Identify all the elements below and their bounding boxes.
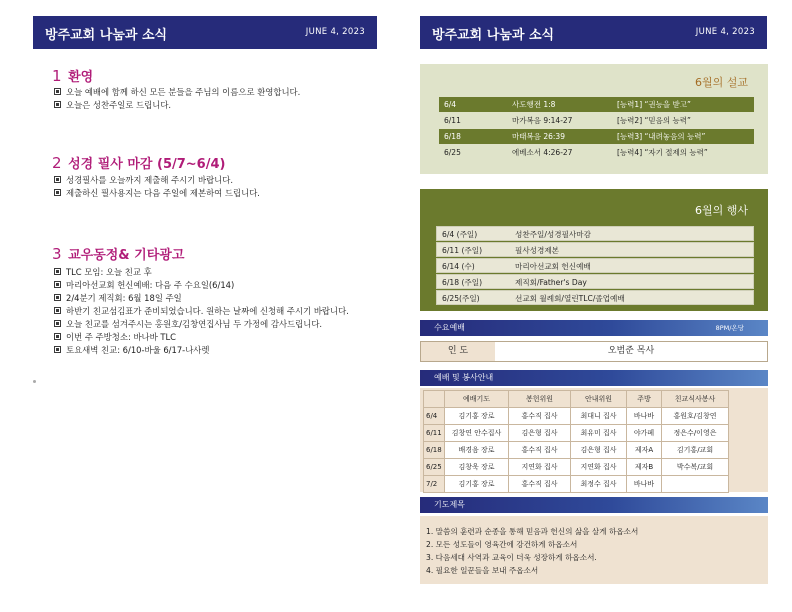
event-row: 6/18 (주일) 제직회/Father's Day [436,274,754,289]
duty-bar: 예배 및 봉사안내 [420,370,768,386]
section-news-list [55,266,349,357]
wednesday-leader-row [420,341,768,362]
section-bible-copy-list [55,174,260,200]
event-row: 6/4 (주일) 성찬주일/성경필사마감 [436,226,754,241]
bulletin-title: 방주교회 나눔과 소식 [432,28,555,43]
list-item: 2/4분기 제직회: 6월 18일 주일 [55,292,349,305]
list-item: 마리아선교회 헌신예배: 다음 주 수요일(6/14) [55,279,349,292]
list-item: 토요새벽 친교: 6/10-바울 6/17-나사렛 [55,344,349,357]
table-row: 7/2 김기홍 장로 홍수직 집사 최정수 집사 바나바 [424,476,729,493]
bulletin-date: JUNE 4, 2023 [305,27,365,37]
list-item: 이번 주 주방청소: 바나바 TLC [55,331,349,344]
left-header [33,16,377,49]
leader-label: 인 도 [421,342,495,361]
section-bible-copy-title: 2 성경 필사 마감 (5/7~6/4) [52,154,226,172]
prayer-list [426,525,638,577]
list-item: 하반기 친교섬김표가 준비되었습니다. 원하는 날짜에 신청해 주시기 바랍니다. [55,305,349,318]
list-item: 성경필사를 오늘까지 제출해 주시기 바랍니다. [55,174,260,187]
list-item: 3. 다음세대 사역과 교육이 더욱 성장하게 하옵소서. [426,553,597,562]
leader-value: 오범준 목사 [607,346,655,356]
events-schedule [420,189,768,311]
event-row: 6/14 (수) 마리아선교회 헌신예배 [436,258,754,273]
list-item: 오늘 예배에 함께 하신 모든 분들을 주님의 이름으로 환영합니다. [55,86,300,99]
list-item: 제출하신 필사용지는 다음 주일에 제본하여 드립니다. [55,187,260,200]
sermon-row: 6/11 마가복음 9:14-27 [능력2] “믿음의 능력” [444,116,691,125]
table-row: 6/4 김기홍 장로 홍수직 집사 최대니 집사 바나바 홍원호/김창연 [424,408,729,425]
section-news-title: 3 교우동정& 기타광고 [52,245,185,263]
event-row: 6/25(주일) 선교회 월례회/열린TLC/졸업예배 [436,290,754,305]
list-item: 2. 모든 성도들이 영육간에 강건하게 하옵소서 [426,540,578,549]
bulletin-title: 방주교회 나눔과 소식 [45,28,168,43]
list-item: 오늘 친교를 섬겨주시는 홍원호/김창연집사님 두 가정에 감사드립니다. [55,318,349,331]
sermon-row: 6/4 사도행전 1:8 [능력1] “권능을 받고” [439,97,754,112]
table-row: 6/25 김창욱 장로 지연화 집사 지연화 집사 제자B 박수복/교회 [424,459,729,476]
right-header [420,16,767,49]
wednesday-service-bar: 수요예배 8PM/온당 [420,320,768,336]
decorative-dot [33,380,36,383]
table-header-row: 예배기도 봉헌위원 안내위원 주방 친교식사봉사 [424,391,729,408]
list-item: 1. 말씀의 훈련과 순종을 통해 믿음과 헌신의 삶을 살게 하옵소서 [426,527,639,536]
section-welcome-title: 1 환영 [52,67,94,85]
prayer-bar: 기도제목 [420,497,768,513]
sermon-schedule [420,64,768,174]
bulletin-date: JUNE 4, 2023 [695,27,755,37]
duty-table [423,390,729,493]
list-item: 오늘은 성찬주일로 드립니다. [55,99,300,112]
event-row: 6/11 (주일) 필사성경제본 [436,242,754,257]
sermon-row: 6/18 마태복음 26:39 [능력3] “내려놓음의 능력” [439,129,754,144]
table-row: 6/11 김창연 안수집사 김은형 집사 최유미 집사 야가페 정은수/이영은 [424,425,729,442]
sermon-row: 6/25 에베소서 4:26-27 [능력4] “자기 절제의 능력” [444,148,708,157]
prayer-box [420,516,768,584]
table-row: 6/18 배경음 장로 홍수직 집사 김은형 집사 제자A 김기홍/교회 [424,442,729,459]
sermon-title: 6월의 설교 [695,76,748,89]
list-item: TLC 모임: 오늘 친교 후 [55,266,349,279]
duty-table-wrap [420,388,768,492]
events-title: 6월의 행사 [695,204,748,217]
section-welcome-list [55,86,300,112]
list-item: 4. 필요한 일꾼들을 보내 주옵소서 [426,566,539,575]
